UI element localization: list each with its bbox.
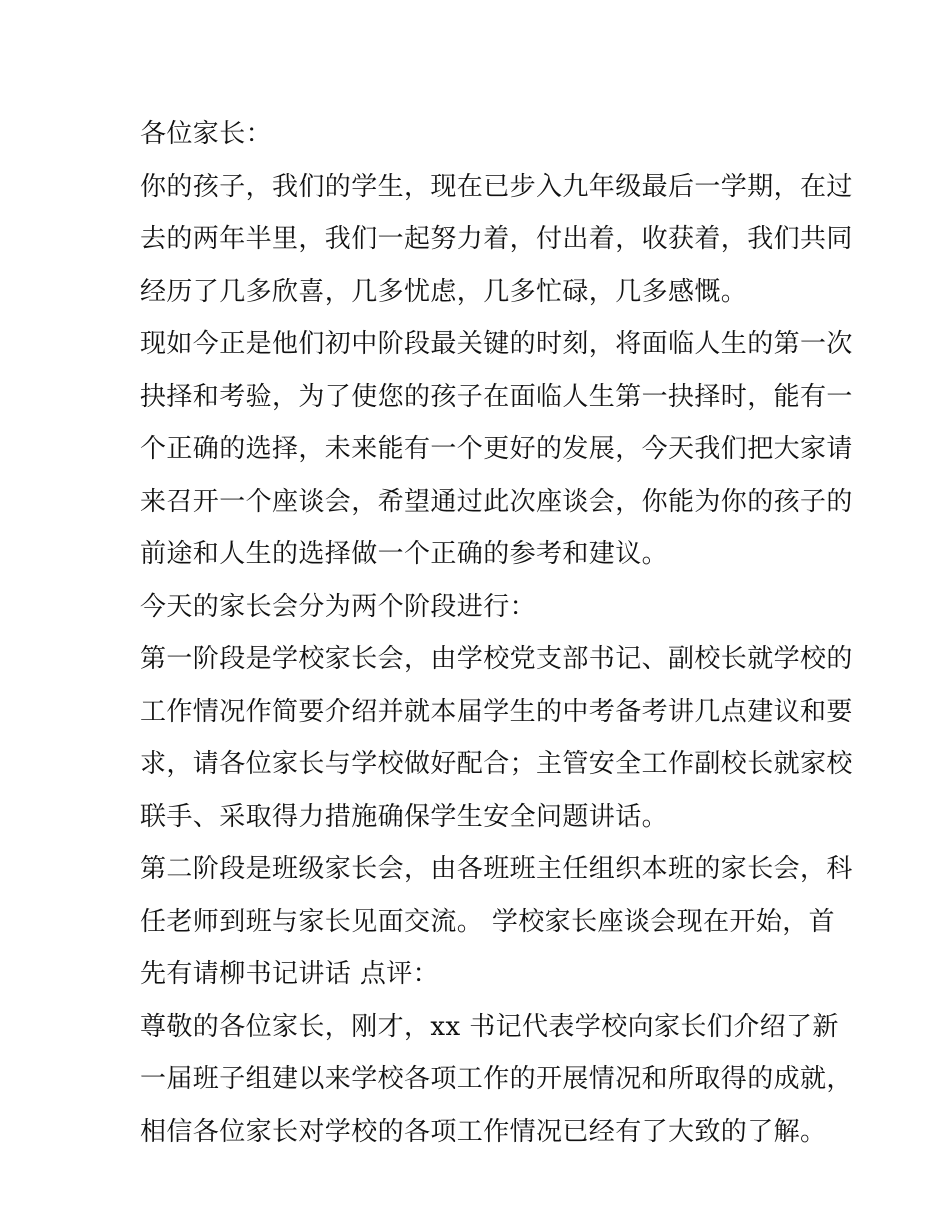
text-line: 经历了几多欣喜，几多忧虑，几多忙碌，几多感慨。 bbox=[140, 276, 748, 307]
text-line: 个正确的选择，未来能有一个更好的发展，今天我们把大家请 bbox=[140, 434, 853, 464]
text-line: 一届班子组建以来学校各项工作的开展情况和所取得的成就， bbox=[140, 1064, 853, 1094]
document-body bbox=[140, 108, 853, 1158]
salutation-line: 各位家长： bbox=[140, 119, 273, 149]
text-line: 来召开一个座谈会，希望通过此次座谈会，你能为你的孩子的 bbox=[140, 486, 853, 517]
text-line: 今天的家长会分为两个阶段进行： bbox=[140, 591, 537, 622]
text-line: 你的孩子，我们的学生，现在已步入九年级最后一学期，在过 bbox=[140, 171, 853, 202]
text-line: 求，请各位家长与学校做好配合；主管安全工作副校长就家校 bbox=[140, 749, 853, 779]
text-line: 相信各位家长对学校的各项工作情况已经有了大致的了解。 bbox=[140, 1116, 827, 1147]
text-line: 前途和人生的选择做一个正确的参考和建议。 bbox=[140, 539, 669, 569]
text-line: 先有请柳书记讲话 点评： bbox=[140, 959, 440, 989]
text-line: 联手、采取得力措施确保学生安全问题讲话。 bbox=[140, 801, 669, 832]
text-line: 现如今正是他们初中阶段最关键的时刻，将面临人生的第一次 bbox=[140, 329, 853, 359]
text-line: 去的两年半里，我们一起努力着，付出着，收获着，我们共同 bbox=[140, 224, 853, 254]
text-line: 第一阶段是学校家长会，由学校党支部书记、副校长就学校的 bbox=[140, 644, 853, 674]
text-line: 抉择和考验，为了使您的孩子在面临人生第一抉择时，能有一 bbox=[140, 381, 853, 412]
text-line: 任老师到班与家长见面交流。 学校家长座谈会现在开始，首 bbox=[140, 906, 836, 937]
text-line: 工作情况作简要介绍并就本届学生的中考备考讲几点建议和要 bbox=[140, 696, 853, 727]
text-line: 第二阶段是班级家长会，由各班班主任组织本班的家长会，科 bbox=[140, 854, 853, 884]
text-line: 尊敬的各位家长，刚才，xx 书记代表学校向家长们介绍了新 bbox=[140, 1011, 839, 1042]
